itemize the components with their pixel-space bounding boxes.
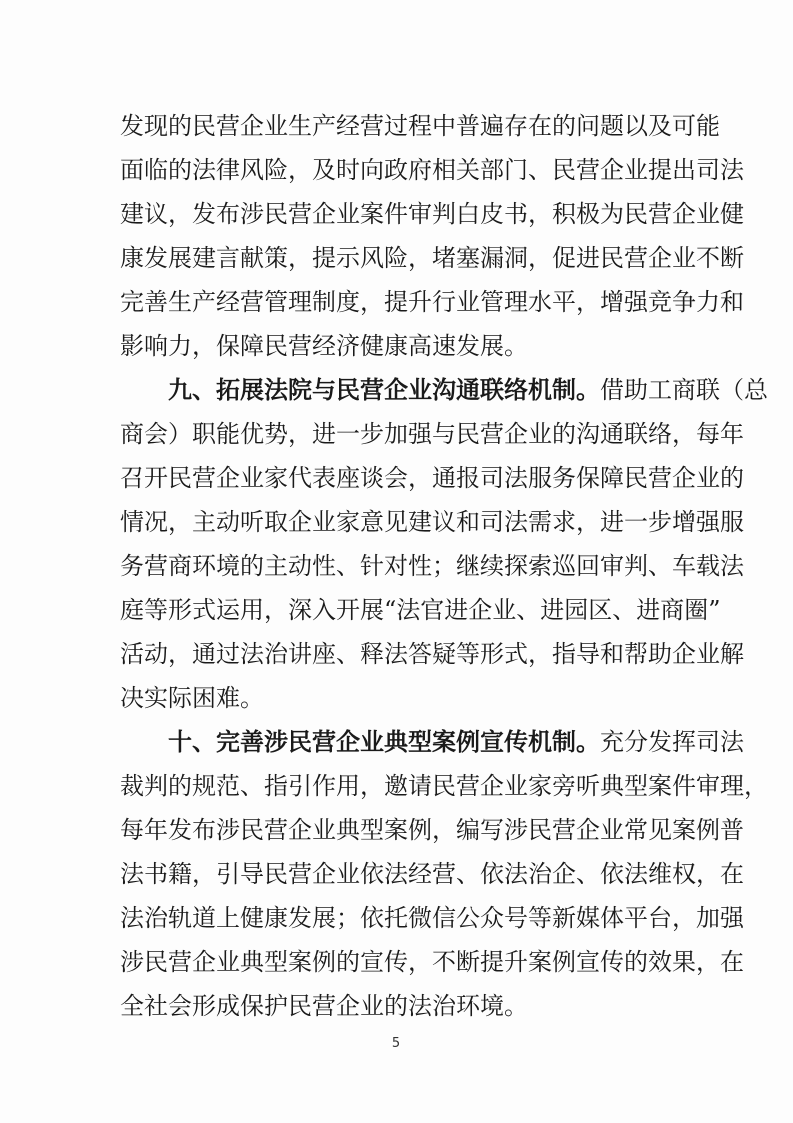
paragraph-2-first-line-text: 借助工商联（总 (600, 376, 768, 404)
paragraph-1-line-6: 影响力，保障民营经济健康高速发展。 (120, 332, 528, 360)
page-number: 5 (391, 1036, 401, 1051)
paragraph-2-line-4: 情况，主动听取企业家意见建议和司法需求，进一步增强服 (120, 508, 744, 536)
paragraph-2-line-7: 活动，通过法治讲座、释法答疑等形式，指导和帮助企业解 (120, 640, 744, 668)
paragraph-2-line-5: 务营商环境的主动性、针对性；继续探索巡回审判、车载法 (120, 552, 744, 580)
paragraph-3-line-2: 裁判的规范、指引作用，邀请民营企业家旁听典型案件审理， (120, 772, 768, 800)
paragraph-3-line-6: 涉民营企业典型案例的宣传，不断提升案例宣传的效果，在 (120, 948, 744, 976)
paragraph-2-line-3: 召开民营企业家代表座谈会，通报司法服务保障民营企业的 (120, 464, 744, 492)
paragraph-1-line-2: 面临的法律风险，及时向政府相关部门、民营企业提出司法 (120, 156, 744, 184)
paragraph-2-heading: 九、拓展法院与民营企业沟通联络机制。 (168, 375, 600, 404)
paragraph-3-line-5: 法治轨道上健康发展；依托微信公众号等新媒体平台，加强 (120, 904, 744, 932)
paragraph-3-first-line-text: 充分发挥司法 (600, 728, 744, 756)
paragraph-3-line-4: 法书籍，引导民营企业依法经营、依法治企、依法维权，在 (120, 860, 744, 888)
paragraph-3-heading: 十、完善涉民营企业典型案例宣传机制。 (168, 727, 600, 756)
paragraph-1-line-3: 建议，发布涉民营企业案件审判白皮书，积极为民营企业健 (120, 200, 744, 228)
paragraph-2-line-1 (168, 368, 768, 412)
paragraph-3-line-1 (168, 720, 744, 764)
paragraph-1-line-4: 康发展建言献策，提示风险，堵塞漏洞，促进民营企业不断 (120, 244, 744, 272)
paragraph-2-line-8: 决实际困难。 (120, 684, 264, 712)
paragraph-2-line-6: 庭等形式运用，深入开展“法官进企业、进园区、进商圈” (120, 596, 721, 624)
paragraph-1-line-1: 发现的民营企业生产经营过程中普遍存在的问题以及可能 (120, 112, 720, 140)
paragraph-1-line-5: 完善生产经营管理制度，提升行业管理水平，增强竞争力和 (120, 288, 744, 316)
paragraph-3-line-3: 每年发布涉民营企业典型案例，编写涉民营企业常见案例普 (120, 816, 744, 844)
paragraph-2-line-2: 商会）职能优势，进一步加强与民营企业的沟通联络，每年 (120, 420, 744, 448)
paragraph-3-line-7: 全社会形成保护民营企业的法治环境。 (120, 992, 528, 1020)
